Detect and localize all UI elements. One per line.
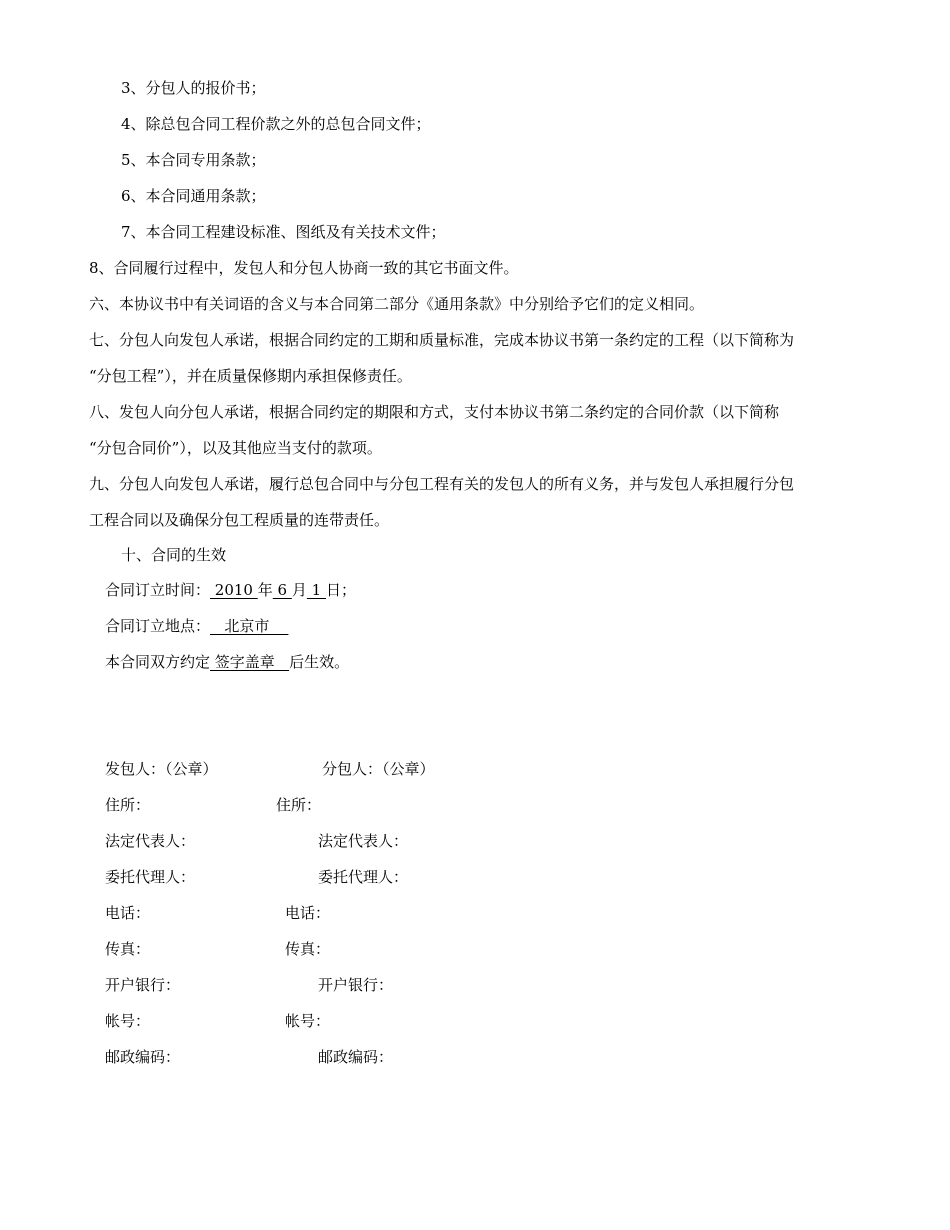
signing-month: 6: [272, 581, 292, 599]
subcontractor-party: 分包人：（公章）: [322, 760, 435, 778]
attachment-item-4: 4、除总包合同工程价款之外的总包合同文件；: [121, 115, 431, 133]
employer-postcode: 邮政编码：: [105, 1048, 181, 1066]
signing-place-value: 北京市: [210, 617, 289, 635]
effect-suffix: 后生效。: [289, 653, 350, 671]
subcontractor-agent: 委托代理人：: [318, 868, 409, 886]
clause-7-line-1: 七、分包人向发包人承诺，根据合同约定的工期和质量标准，完成本协议书第一条约定的工程（以下简称为: [89, 331, 795, 349]
employer-bank: 开户银行：: [105, 976, 181, 994]
clause-10-heading: 十、合同的生效: [121, 546, 227, 564]
employer-agent: 委托代理人：: [105, 868, 196, 886]
subcontractor-account: 帐号：: [285, 1012, 331, 1030]
attachment-item-6: 6、本合同通用条款；: [121, 187, 266, 205]
effect-condition: [105, 652, 349, 672]
employer-fax: 传真：: [105, 940, 151, 958]
day-unit: 日；: [325, 581, 356, 599]
employer-legal-rep: 法定代表人：: [105, 832, 196, 850]
clause-9-line-1: 九、分包人向发包人承诺，履行总包合同中与分包工程有关的发包人的所有义务，并与发包人承担履行分包: [89, 475, 795, 493]
signing-place: [105, 616, 288, 636]
signing-time-label: 合同订立时间：: [105, 581, 211, 599]
employer-party: 发包人：（公章）: [105, 760, 218, 778]
attachment-item-8: 8、合同履行过程中，发包人和分包人协商一致的其它书面文件。: [89, 259, 519, 277]
subcontractor-postcode: 邮政编码：: [318, 1048, 394, 1066]
signing-place-label: 合同订立地点：: [105, 617, 211, 635]
clause-8-line-2: “分包合同价”），以及其他应当支付的款项。: [89, 439, 382, 457]
signing-time: [105, 580, 356, 600]
employer-phone: 电话：: [105, 904, 151, 922]
clause-9-line-2: 工程合同以及确保分包工程质量的连带责任。: [89, 511, 390, 529]
clause-8-line-1: 八、发包人向分包人承诺，根据合同约定的期限和方式，支付本协议书第二条约定的合同价款（以下简称: [89, 403, 780, 421]
attachment-item-5: 5、本合同专用条款；: [121, 151, 266, 169]
month-unit: 月: [291, 581, 307, 599]
attachment-item-3: 3、分包人的报价书；: [121, 79, 266, 97]
subcontractor-fax: 传真：: [285, 940, 331, 958]
subcontractor-address: 住所：: [276, 796, 322, 814]
attachment-item-7: 7、本合同工程建设标准、图纸及有关技术文件；: [121, 223, 446, 241]
employer-account: 帐号：: [105, 1012, 151, 1030]
effect-prefix: 本合同双方约定: [105, 653, 211, 671]
subcontractor-legal-rep: 法定代表人：: [318, 832, 409, 850]
effect-value: 签字盖章: [210, 653, 290, 671]
clause-6: 六、本协议书中有关词语的含义与本合同第二部分《通用条款》中分别给予它们的定义相同。: [89, 295, 705, 313]
year-unit: 年: [257, 581, 273, 599]
employer-address: 住所：: [105, 796, 151, 814]
signing-year: 2010: [210, 581, 258, 599]
signing-day: 1: [306, 581, 326, 599]
subcontractor-bank: 开户银行：: [318, 976, 394, 994]
clause-7-line-2: “分包工程”），并在质量保修期内承担保修责任。: [89, 367, 412, 385]
subcontractor-phone: 电话：: [285, 904, 331, 922]
